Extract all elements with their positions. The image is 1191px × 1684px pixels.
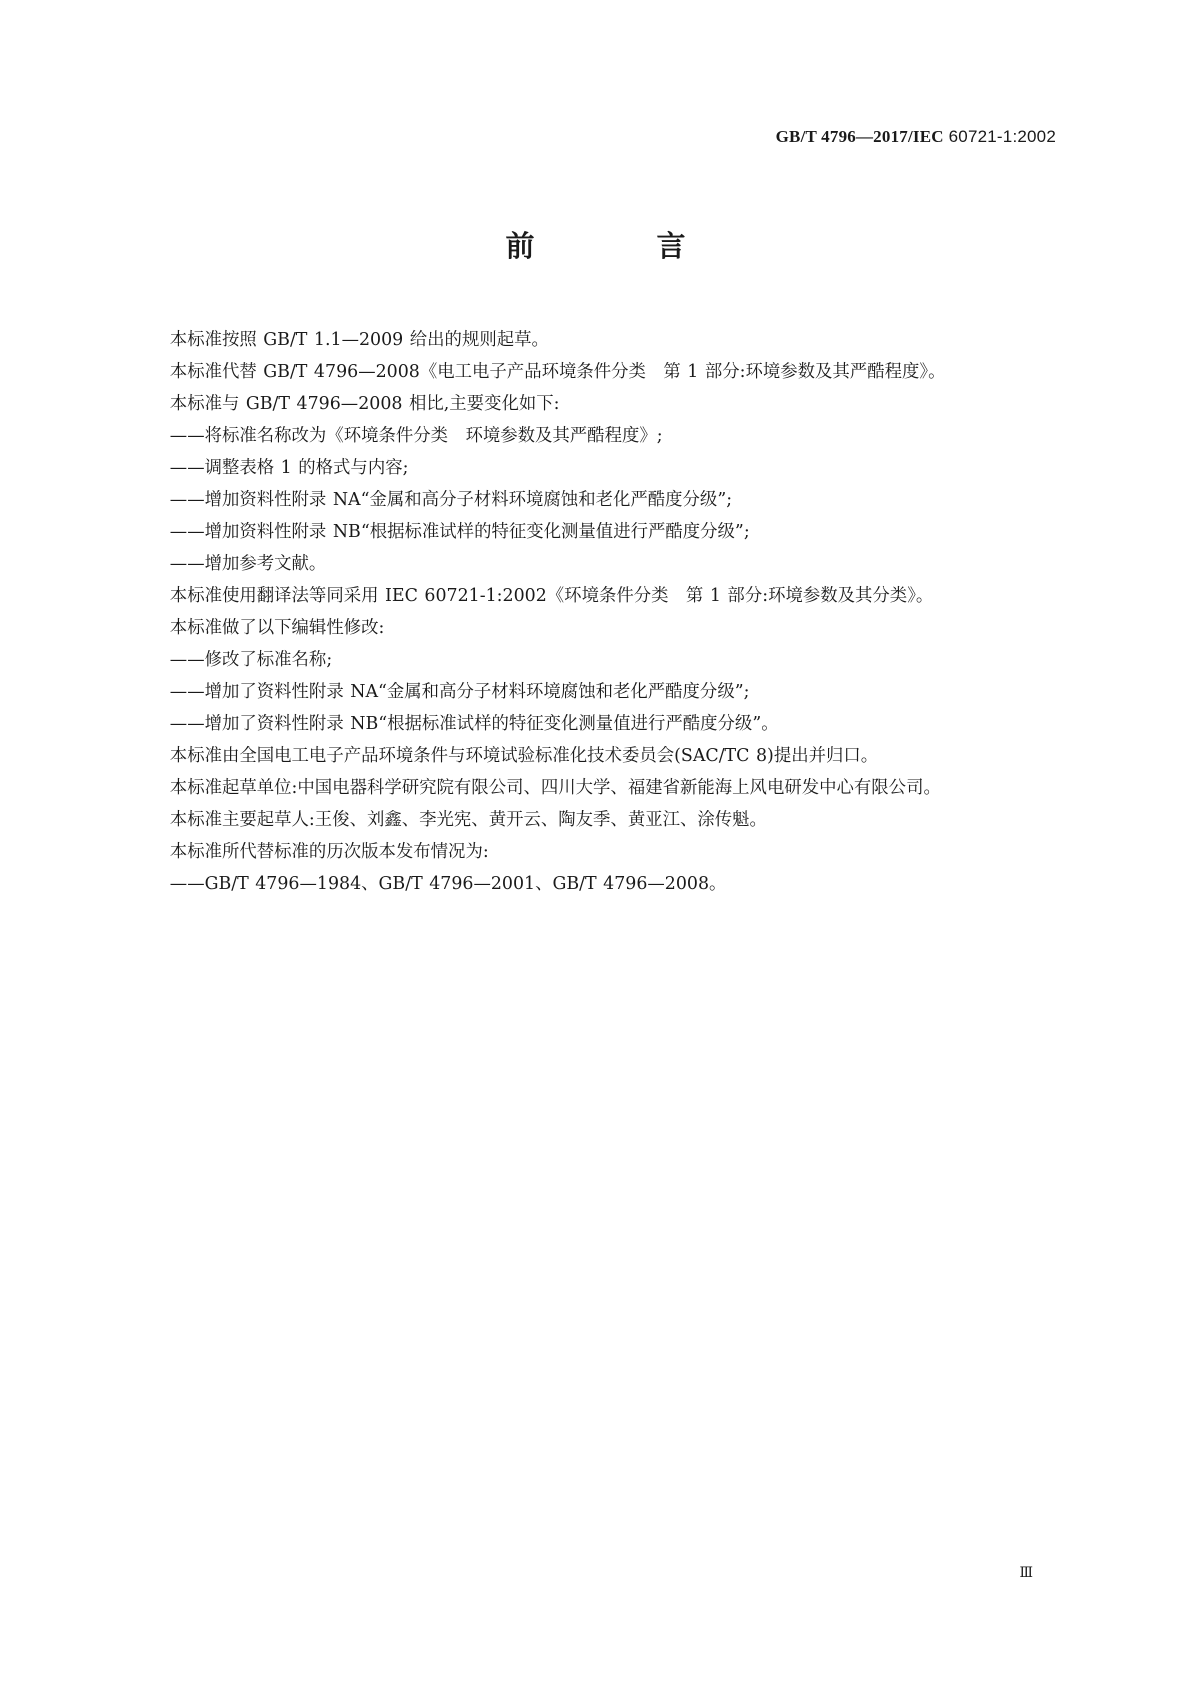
list-item-history: ——GB/T 4796—1984、GB/T 4796—2001、GB/T 4796—2008。 (169, 874, 727, 894)
page-title: 前 言 (505, 229, 742, 263)
page-number: Ⅲ (1019, 1566, 1033, 1581)
paragraph-history-intro: 本标准所代替标准的历次版本发布情况为: (169, 842, 489, 862)
standard-code-header (776, 127, 1056, 147)
list-item-change-1: ——将标准名称改为《环境条件分类 环境参数及其严酷程度》; (169, 426, 663, 446)
paragraph-drafting-units: 本标准起草单位:中国电器科学研究院有限公司、四川大学、福建省新能海上风电研发中心有限公司。 (169, 778, 941, 798)
standard-code-secondary: 60721-1:2002 (943, 127, 1056, 146)
list-item-editorial-2: ——增加了资料性附录 NA“金属和高分子材料环境腐蚀和老化严酷度分级”; (169, 682, 750, 702)
list-item-editorial-1: ——修改了标准名称; (169, 650, 333, 670)
paragraph-changes-intro: 本标准与 GB/T 4796—2008 相比,主要变化如下: (169, 394, 560, 414)
standard-code-primary: GB/T 4796—2017/IEC (775, 127, 944, 146)
paragraph-replaces: 本标准代替 GB/T 4796—2008《电工电子产品环境条件分类 第 1 部分:环境参数及其严酷程度》。 (169, 362, 946, 382)
paragraph-drafting-rules: 本标准按照 GB/T 1.1—2009 给出的规则起草。 (169, 330, 549, 350)
list-item-change-4: ——增加资料性附录 NB“根据标准试样的特征变化测量值进行严酷度分级”; (169, 522, 750, 542)
list-item-change-3: ——增加资料性附录 NA“金属和高分子材料环境腐蚀和老化严酷度分级”; (169, 490, 733, 510)
paragraph-drafters: 本标准主要起草人:王俊、刘鑫、李光宪、黄开云、陶友季、黄亚江、涂传魁。 (169, 810, 767, 830)
list-item-change-5: ——增加参考文献。 (169, 554, 327, 574)
list-item-change-2: ——调整表格 1 的格式与内容; (169, 458, 409, 478)
foreword-body (135, 324, 1056, 900)
paragraph-adoption: 本标准使用翻译法等同采用 IEC 60721-1:2002《环境条件分类 第 1 部分:环境参数及其分类》。 (169, 586, 934, 606)
paragraph-editorial-intro: 本标准做了以下编辑性修改: (169, 618, 385, 638)
paragraph-proposed-by: 本标准由全国电工电子产品环境条件与环境试验标准化技术委员会(SAC/TC 8)提出并归口。 (169, 746, 879, 766)
list-item-editorial-3: ——增加了资料性附录 NB“根据标准试样的特征变化测量值进行严酷度分级”。 (169, 714, 779, 734)
